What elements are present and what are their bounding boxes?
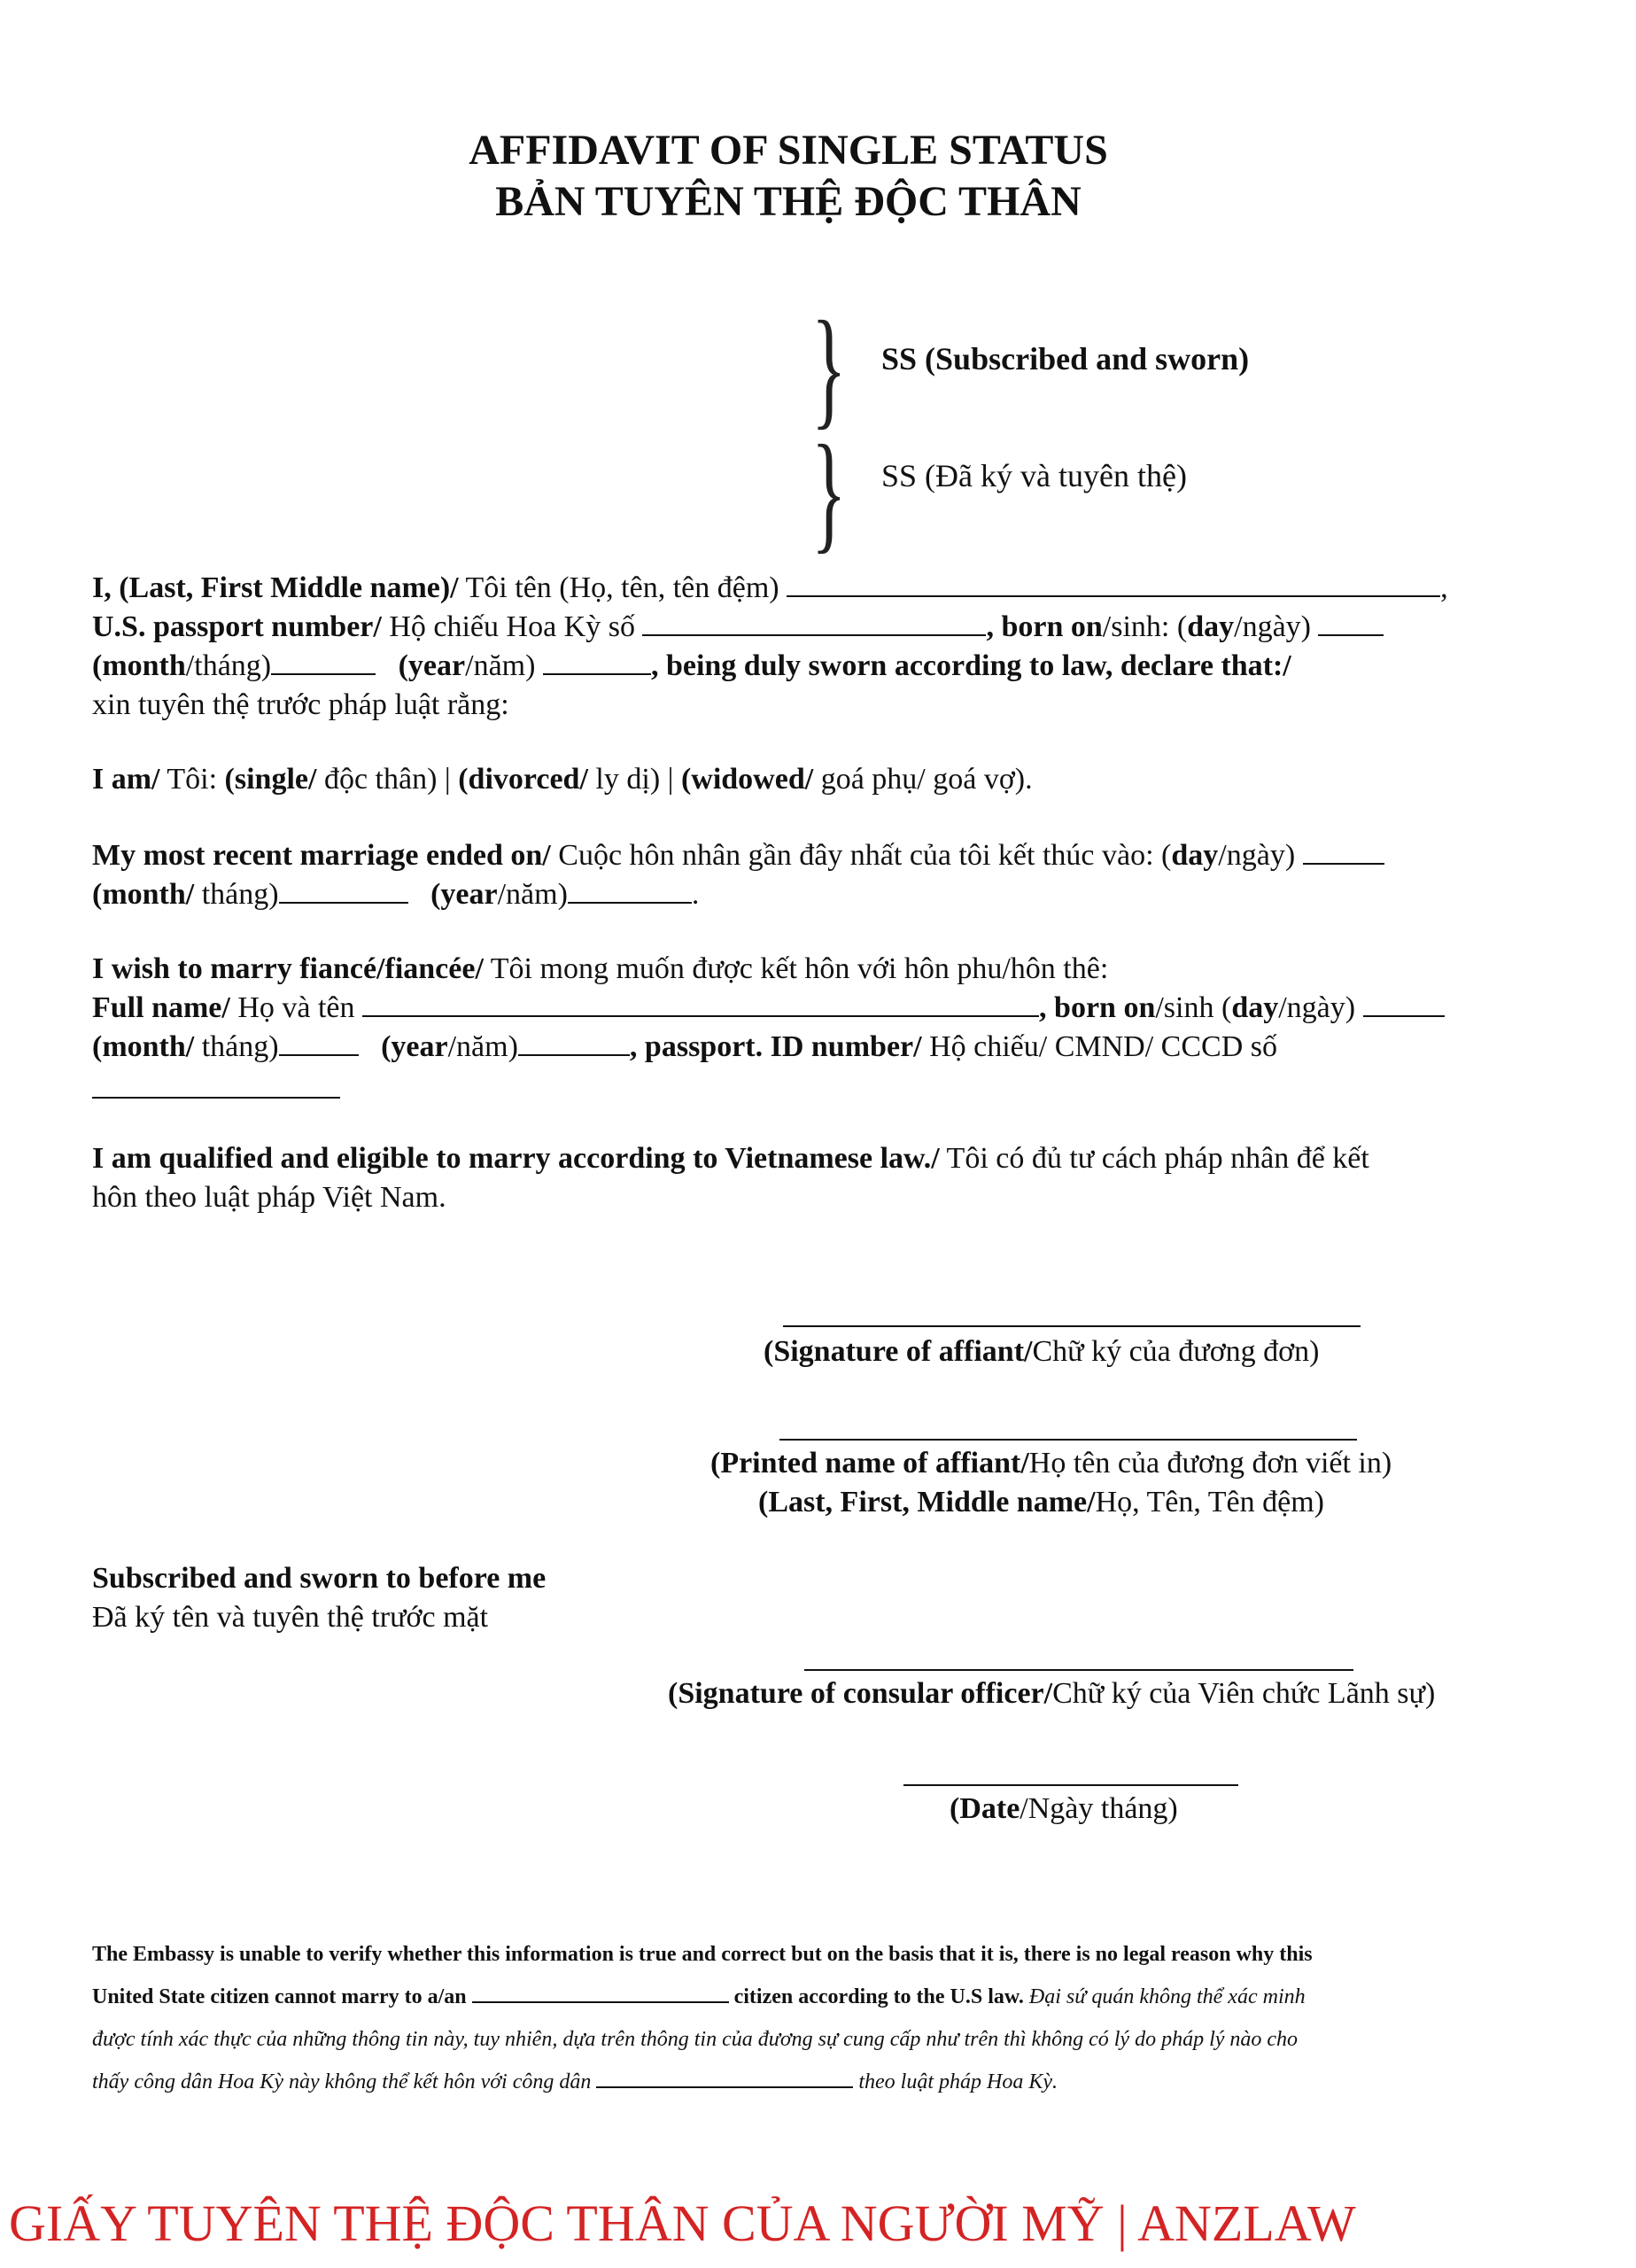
citizen-blank[interactable]	[596, 2069, 853, 2088]
qualified-line: I am qualified and eligible to marry according to Vietnamese law./ Tôi có đủ tư cách pháp nhân để kết	[92, 1142, 1369, 1175]
marriage-day-blank[interactable]	[1303, 838, 1384, 865]
passport-blank[interactable]	[642, 610, 986, 636]
marriage-month-blank[interactable]	[279, 877, 408, 904]
fiance-name-blank[interactable]	[362, 990, 1039, 1017]
ss-signed-vi: SS (Đã ký và tuyên thệ)	[881, 458, 1187, 493]
sworn-vi: xin tuyên thệ trước pháp luật rằng:	[92, 688, 509, 721]
name-line: I, (Last, First Middle name)/ Tôi tên (Họ, tên, tên đệm) ,	[92, 571, 1448, 604]
month-blank[interactable]	[271, 649, 376, 675]
day-blank[interactable]	[1318, 610, 1384, 636]
sworn-before-label: Subscribed and sworn to before me	[92, 1562, 547, 1595]
name-blank[interactable]	[787, 571, 1440, 597]
brace-icon: }	[811, 294, 847, 441]
title-vietnamese: BẢN TUYÊN THỆ ĐỘC THÂN	[495, 178, 1082, 225]
fiance-month-blank[interactable]	[279, 1029, 359, 1056]
marriage-ended-line: My most recent marriage ended on/ Cuộc hôn nhân gần đây nhất của tôi kết thúc vào: (day/ngày)	[92, 836, 1384, 875]
nationality-blank[interactable]	[472, 1984, 729, 2003]
passport-line: U.S. passport number/ Hộ chiếu Hoa Kỳ số , born on/sinh: (day/ngày)	[92, 608, 1384, 647]
year-blank[interactable]	[543, 649, 651, 675]
lfm-label: (Last, First, Middle name/Họ, Tên, Tên đệm)	[758, 1486, 1324, 1518]
sworn-before-vi: Đã ký tên và tuyên thệ trước mặt	[92, 1601, 489, 1634]
date-line[interactable]	[903, 1784, 1238, 1786]
printed-name-line[interactable]	[779, 1439, 1357, 1441]
ss-subscribed: SS (Subscribed and sworn)	[881, 341, 1250, 377]
fiance-id-blank[interactable]	[92, 1097, 340, 1099]
consular-signature-label: (Signature of consular officer/Chữ ký của Viên chức Lãnh sự)	[668, 1677, 1436, 1710]
footer-banner: GIẤY TUYÊN THỆ ĐỘC THÂN CỦA NGƯỜI MỸ | ANZLAW	[9, 2194, 1356, 2252]
fiance-year-blank[interactable]	[518, 1029, 630, 1056]
affiant-signature-line[interactable]	[783, 1325, 1361, 1327]
notice-line-2: United State citizen cannot marry to a/an citizen according to the U.S law. Đại sứ quán không thể xác minh	[92, 1985, 1306, 2008]
affiant-signature-label: (Signature of affiant/Chữ ký của đương đơn)	[764, 1335, 1320, 1368]
notice-line-3: được tính xác thực của những thông tin này, tuy nhiên, dựa trên thông tin của đương sự cung cấp như trên thì không có lý do pháp lý nào cho	[92, 2028, 1299, 2051]
dob-line: (month/tháng) (year/năm) , being duly sworn according to law, declare that:/	[92, 649, 1291, 682]
status-line: I am/ Tôi: (single/ độc thân) | (divorced/ ly dị) | (widowed/ goá phụ/ goá vợ).	[92, 763, 1033, 796]
title-english: AFFIDAVIT OF SINGLE STATUS	[469, 127, 1108, 174]
fiance-line: I wish to marry fiancé/fiancée/ Tôi mong muốn được kết hôn với hôn phu/hôn thê:	[92, 952, 1109, 985]
notice-line-1: The Embassy is unable to verify whether this information is true and correct but on the basis that it is, there is no legal reason why this	[92, 1943, 1313, 1966]
qualified-line-2: hôn theo luật pháp Việt Nam.	[92, 1181, 446, 1214]
consular-signature-line[interactable]	[804, 1669, 1353, 1671]
brace-icon: }	[811, 418, 847, 565]
fiance-dob-line: (month/ tháng) (year/năm) , passport. ID number/ Hộ chiếu/ CMND/ CCCD số	[92, 1030, 1278, 1063]
marriage-year-blank[interactable]	[568, 877, 692, 904]
printed-name-label: (Printed name of affiant/Họ tên của đương đơn viết in)	[710, 1447, 1392, 1480]
date-label: (Date/Ngày tháng)	[950, 1792, 1178, 1825]
fullname-line: Full name/ Họ và tên , born on/sinh (day/ngày)	[92, 989, 1445, 1028]
notice-line-4: thấy công dân Hoa Kỳ này không thể kết hôn với công dân theo luật pháp Hoa Kỳ.	[92, 2070, 1058, 2093]
fiance-day-blank[interactable]	[1363, 990, 1445, 1017]
marriage-date-line: (month/ tháng) (year/năm) .	[92, 878, 700, 911]
